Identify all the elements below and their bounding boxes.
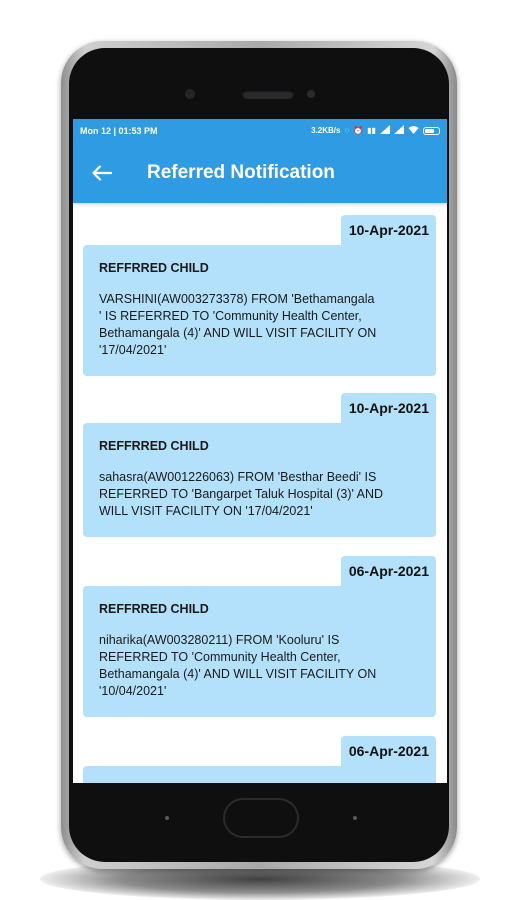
back-button[interactable] [73, 142, 131, 203]
nav-recents-dot[interactable] [353, 816, 357, 820]
notification-date: 06-Apr-2021 [341, 736, 436, 766]
notification-message: VARSHINI(AW003273378) FROM 'Bethamangala ' IS REFERRED TO 'Community Health Center, Bethamangala (4)' AND WILL VISIT FACILITY ON '17/04/2021' [99, 292, 377, 357]
notification-list[interactable] [73, 203, 447, 783]
status-icons [311, 125, 440, 136]
notification-date: 10-Apr-2021 [341, 215, 436, 245]
arrow-left-icon [92, 165, 112, 181]
nav-back-dot[interactable] [165, 816, 169, 820]
alarm-icon: ⏰ [353, 126, 364, 135]
notification-message: sahasra(AW001226063) FROM 'Besthar Beedi' IS REFERRED TO 'Bangarpet Taluk Hospital (3)' AND WILL VISIT FACILITY ON '17/04/2021' [99, 470, 384, 518]
home-button[interactable] [223, 798, 299, 838]
status-bar [73, 119, 447, 142]
front-camera [185, 89, 195, 99]
notification-title: REFFRRED CHILD [99, 261, 209, 275]
page-title: Referred Notification [147, 161, 335, 183]
network-speed: 3.2KB/s [311, 126, 341, 135]
battery-icon [423, 127, 440, 135]
notification-card[interactable] [83, 766, 436, 783]
notification-card[interactable] [83, 245, 436, 376]
proximity-sensor [307, 90, 315, 98]
notification-icon: ◌ [344, 126, 350, 135]
volte-icon: ▮▮ [367, 126, 376, 135]
app-bar [73, 142, 447, 203]
notification-date: 06-Apr-2021 [341, 556, 436, 586]
notification-title: REFFRRED CHILD [99, 602, 209, 616]
notification-message: niharika(AW003280211) FROM 'Kooluru' IS REFERRED TO 'Community Health Center, Bethamangala (4)' AND WILL VISIT FACILITY ON '10/04/2021' [99, 633, 377, 698]
signal-2-icon [394, 125, 404, 136]
earpiece-speaker [242, 90, 294, 99]
wifi-icon [408, 125, 419, 136]
phone-screen [73, 119, 447, 783]
signal-icon [380, 125, 390, 136]
notification-title: REFFRRED CHILD [99, 439, 209, 453]
notification-card[interactable] [83, 423, 436, 537]
notification-card[interactable] [83, 586, 436, 717]
notification-date: 10-Apr-2021 [341, 393, 436, 423]
status-time: Mon 12 | 01:53 PM [80, 125, 158, 136]
